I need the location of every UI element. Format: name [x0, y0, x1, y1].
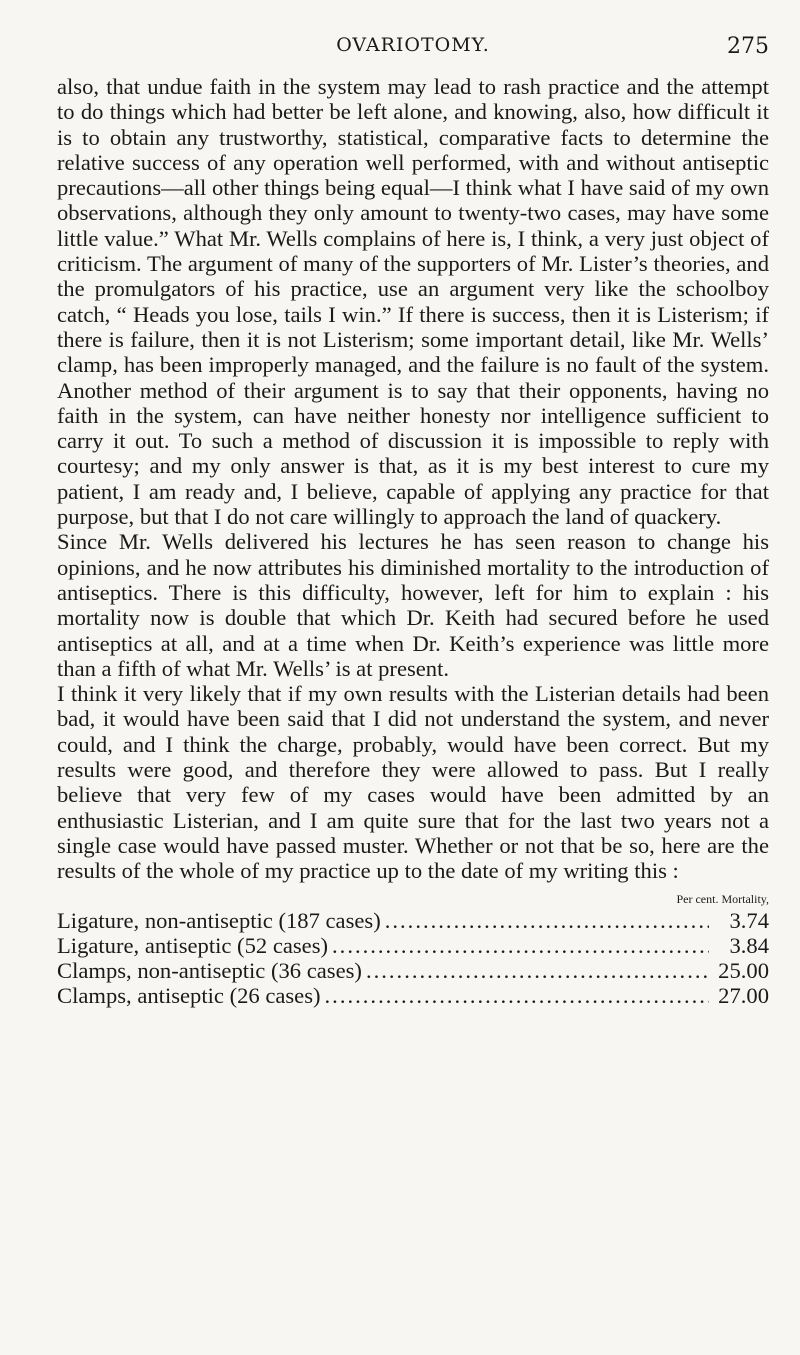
paragraph: also, that undue faith in the system may lead to rash practice and the attempt to do things which had better be left alone, and knowing, also, how difficult it is to obtain any trustworthy, statistical, comparative facts to determine the relative success of any operation well performed, with and without antiseptic precautions—all other things being equal—I think what I have said of my own observations, although they only amount to twenty-two cases, may have some little value.” What Mr. Wells complains of here is, I think, a very just object of criticism. The argument of many of the supporters of Mr. Lister’s theories, and the promulgators of his practice, use an argument very like the schoolboy catch, “ Heads you lose, tails I win.” If there is success, then it is Listerism; if there is failure, then it is not Listerism; some important detail, like Mr. Wells’ clamp, has been improperly managed, and the failure is no fault of the system. Another method of their argument is to say that their opponents, having no faith in the system, can have neither honesty nor intelligence sufficient to carry it out. To such a method of discussion it is impossible to reply with courtesy; and my only answer is that, as it is my best interest to cure my patient, I am ready and, I believe, capable of applying any practice for that purpose, but that I do not care willingly to approach the land of quackery. [57, 74, 769, 530]
running-head [57, 34, 769, 74]
results-row [57, 933, 769, 958]
results-table [57, 890, 769, 1009]
paragraph: I think it very likely that if my own results with the Listerian details had been bad, it would have been said that I did not understand the system, and never could, and I think the charge, probably, would have been correct. But my results were good, and therefore they were allowed to pass. But I really believe that very few of my cases would have been admitted by an enthusiastic Listerian, and I am quite sure that for the last two years not a single case would have passed muster. Whether or not that be so, here are the results of the whole of my practice up to the date of my writing this : [57, 681, 769, 884]
results-row-value: 25.00 [718, 958, 769, 984]
results-row [57, 958, 769, 983]
results-row [57, 908, 769, 933]
results-row-value: 3.84 [729, 932, 769, 958]
book-page [57, 34, 769, 1009]
page-number: 275 [727, 34, 769, 59]
results-row-value: 27.00 [718, 983, 769, 1009]
dot-leader [385, 908, 709, 933]
results-column-header: Per cent. Mortality, [676, 891, 769, 906]
paragraph: Since Mr. Wells delivered his lectures he has seen reason to change his opinions, and he now attributes his diminished mortality to the introduction of antiseptics. There is this difficulty, however, left for him to explain : his mortality now is double that which Dr. Keith had secured before he used antiseptics at all, and at a time when Dr. Keith’s experience was little more than a fifth of what Mr. Wells’ is at present. [57, 529, 769, 681]
results-row-label: Clamps, antiseptic (26 cases) [57, 983, 321, 1009]
results-row-value: 3.74 [729, 907, 769, 933]
body-text [57, 74, 769, 884]
results-row-label: Ligature, non-antiseptic (187 cases) [57, 907, 381, 933]
dot-leader [366, 958, 709, 983]
dot-leader [325, 983, 709, 1008]
dot-leader [332, 933, 709, 958]
results-row-label: Ligature, antiseptic (52 cases) [57, 932, 329, 958]
running-head-title: OVARIOTOMY. [336, 34, 490, 56]
results-row-label: Clamps, non-antiseptic (36 cases) [57, 958, 362, 984]
results-row [57, 983, 769, 1008]
